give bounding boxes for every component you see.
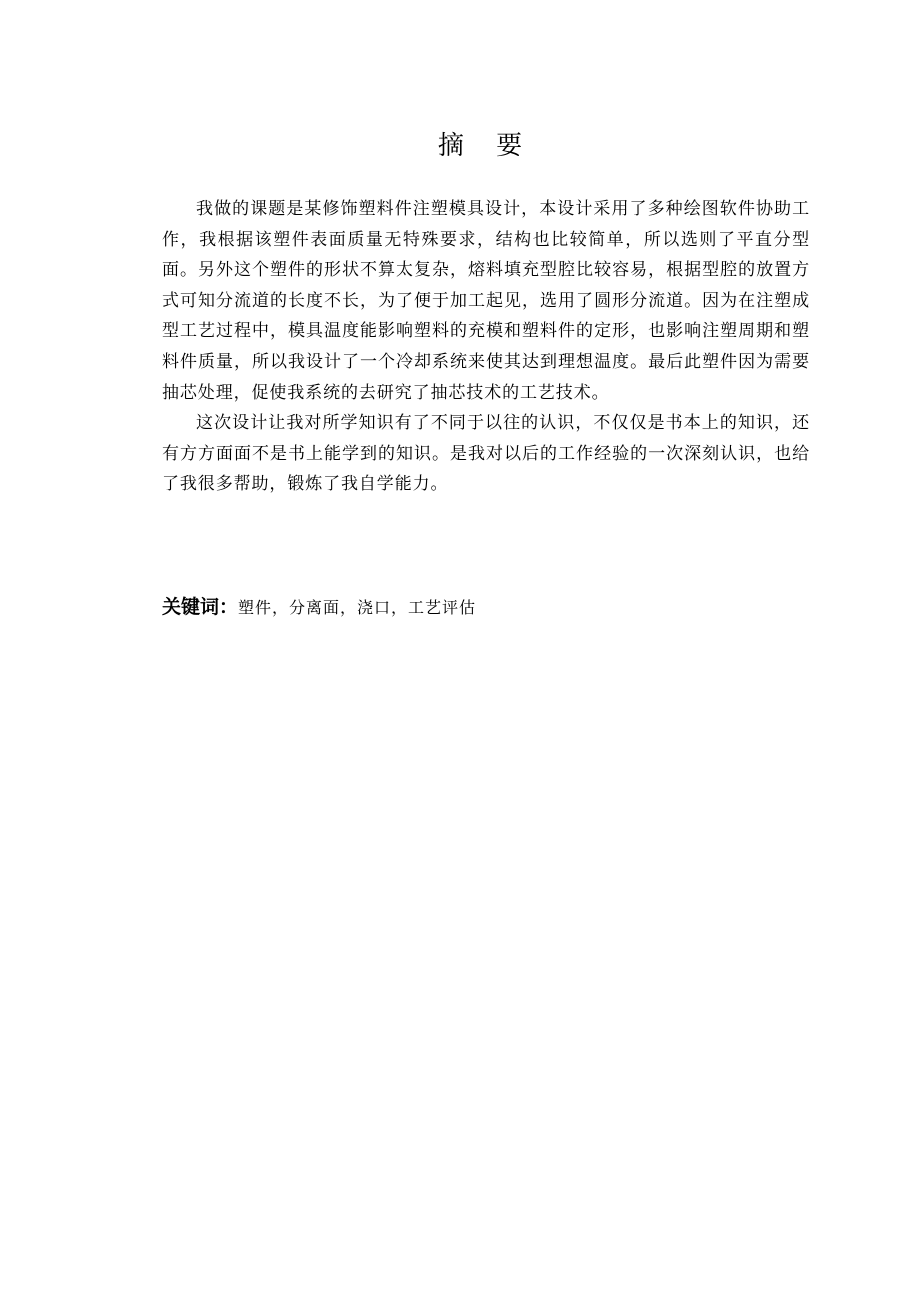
page-title: 摘 要: [437, 131, 535, 161]
keywords-label: 关键词：: [162, 596, 239, 618]
abstract-paragraph-2: 这次设计让我对所学知识有了不同于以往的认识，不仅仅是书本上的知识，还有方方面面不是书上能学到的知识。是我对以后的工作经验的一次深刻认识，也给了我很多帮助，锻炼了我自学能力。: [162, 413, 810, 495]
abstract-body: [162, 194, 810, 500]
keywords-line: [162, 592, 810, 623]
keywords-value: 塑件，分离面，浇口，工艺评估: [238, 598, 477, 617]
abstract-paragraph-1: 我做的课题是某修饰塑料件注塑模具设计，本设计采用了多种绘图软件协助工作，我根据该塑件表面质量无特殊要求，结构也比较简单，所以选则了平直分型面。另外这个塑件的形状不算太复杂，熔料填充型腔比较容易，根据型腔的放置方式可知分流道的长度不长，为了便于加工起见，选用了圆形分流道。因为在注塑成型工艺过程中，模具温度能影响塑料的充模和塑料件的定形，也影响注塑周期和塑料件质量，所以我设计了一个冷却系统来使其达到理想温度。最后此塑件因为需要抽芯处理，促使我系统的去研究了抽芯技术的工艺技术。: [162, 199, 810, 403]
